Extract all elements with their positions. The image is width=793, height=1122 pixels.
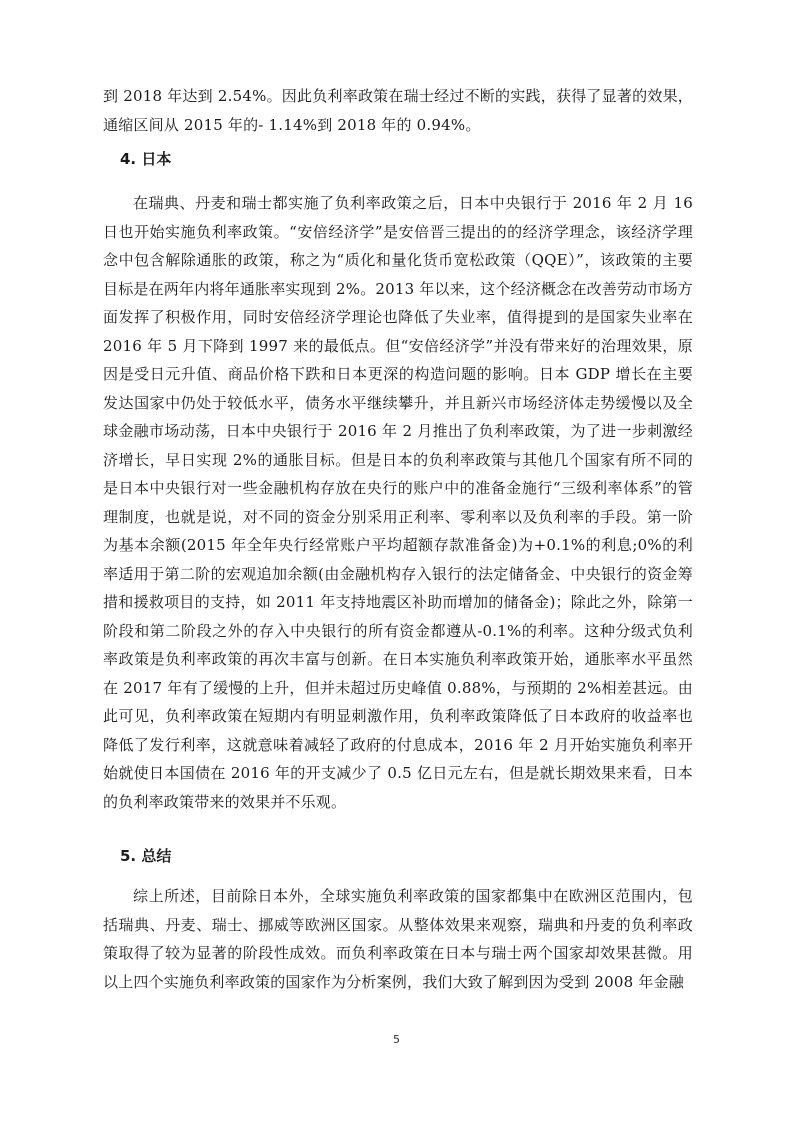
continuation-paragraph: 到 2018 年达到 2.54%。因此负利率政策在瑞士经过不断的实践，获得了显著的效果，通缩区间从 2015 年的- 1.14%到 2018 年的 0.94%。 [103,87,693,134]
section-paragraph-summary: 综上所述，目前除日本外，全球实施负利率政策的国家都集中在欧洲区范围内，包括瑞典、丹麦、瑞士、挪威等欧洲区国家。从整体效果来观察，瑞典和丹麦的负利率政策取得了较为显著的阶段性成效。而负利率政策在日本与瑞士两个国家却效果甚微。用以上四个实施负利率政策的国家作为分析案例，我们大致了解到因为受到 2008 年金融 [103,887,693,991]
section-paragraph-japan: 在瑞典、丹麦和瑞士都实施了负利率政策之后，日本中央银行于 2016 年 2 月 16 日也开始实施负利率政策。“安倍经济学”是安倍晋三提出的的经济学理念，该经济学理念中包含解除通胀的政策，称之为“质化和量化货币宽松政策（QQE）”，该政策的主要目标是在两年内将年通胀率实现到 2%。2013 年以来，这个经济概念在改善劳动市场方面发挥了积极作用，同时安倍经济学理论也降低了失业率，值得提到的是国家失业率在 2016 年 5 月下降到 1997 来的最低点。但“安倍经济学”并没有带来好的治理效果，原因是受日元升值、商品价格下跌和日本更深的构造问题的影响。日本 GDP 增长在主要发达国家中仍处于较低水平，债务水平继续攀升，并且新兴市场经济体走势缓慢以及全球金融市场动荡，日本中央银行于 2016 年 2 月推出了负利率政策，为了进一步刺激经济增长，早日实现 2%的通胀目标。但是日本的负利率政策与其他几个国家有所不同的是日本中央银行对一些金融机构存放在央行的账户中的准备金施行“三级利率体系”的管理制度，也就是说，对不同的资金分别采用正利率、零利率以及负利率的手段。第一阶为基本余额(2015 年全年央行经常账户平均超额存款准备金)为+0.1%的利息;0%的利率适用于第二阶的宏观追加余额(由金融机构存入银行的法定储备金、中央银行的资金筹措和援救项目的支持，如 2011 年支持地震区补助而增加的储备金)；除此之外，除第一阶段和第二阶段之外的存入中央银行的所有资金都遵从-0.1%的利率。这种分级式负利率政策是负利率政策的再次丰富与创新。在日本实施负利率政策开始，通胀率水平虽然在 2017 年有了缓慢的上升，但并未超过历史峰值 0.88%，与预期的 2%相差甚远。由此可见，负利率政策在短期内有明显刺激作用，负利率政策降低了日本政府的收益率也降低了发行利率，这就意味着减轻了政府的付息成本，2016 年 2 月开始实施负利率开始就使日本国债在 2016 年的开支减少了 0.5 亿日元左右，但是就长期效果来看，日本的负利率政策带来的效果并不乐观。 [103,194,693,811]
section-heading-japan: 4. 日本 [120,150,172,168]
section-heading-summary: 5. 总结 [120,847,172,865]
page-number: 5 [393,1033,400,1046]
